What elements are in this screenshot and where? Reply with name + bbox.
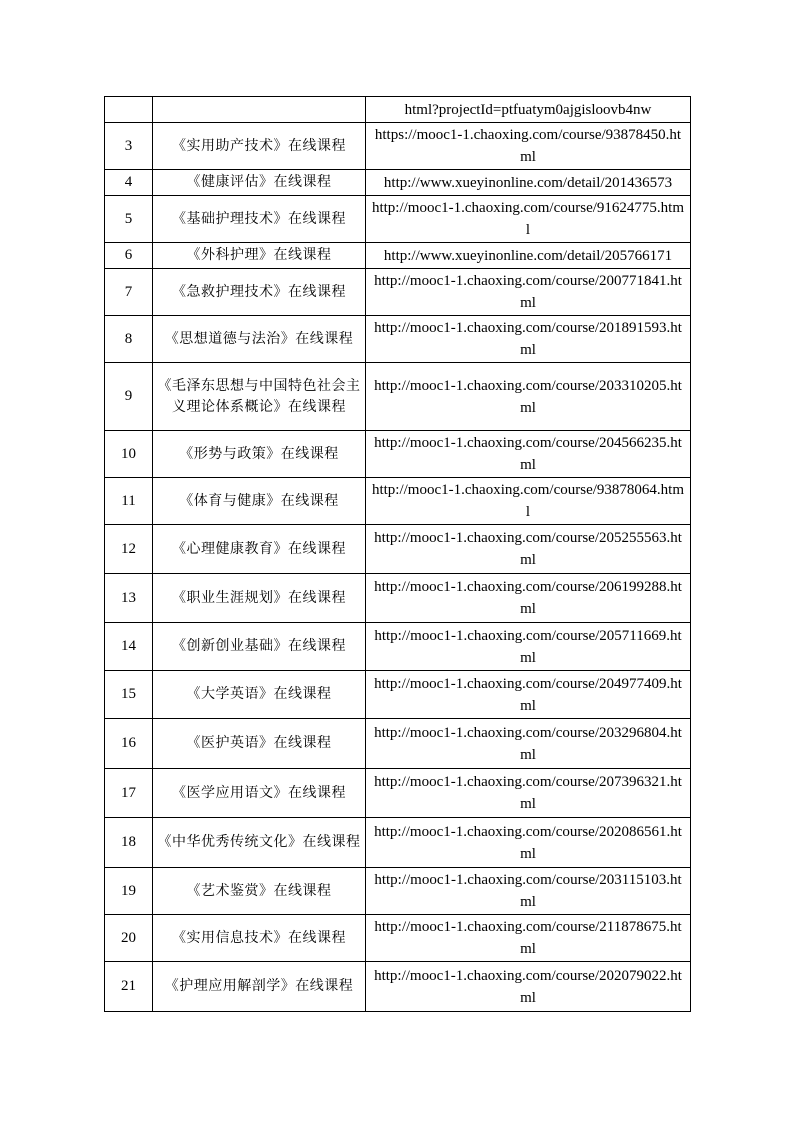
row-number: 6 bbox=[105, 243, 153, 269]
table-row bbox=[105, 123, 691, 170]
course-name bbox=[153, 97, 366, 123]
course-name: 《毛泽东思想与中国特色社会主义理论体系概论》在线课程 bbox=[153, 363, 366, 431]
course-name: 《健康评估》在线课程 bbox=[153, 170, 366, 196]
table-row bbox=[105, 868, 691, 915]
course-name: 《实用助产技术》在线课程 bbox=[153, 123, 366, 170]
table-row bbox=[105, 478, 691, 525]
table-row bbox=[105, 671, 691, 719]
course-name: 《创新创业基础》在线课程 bbox=[153, 623, 366, 671]
row-number: 14 bbox=[105, 623, 153, 671]
row-number: 18 bbox=[105, 818, 153, 868]
table-row bbox=[105, 363, 691, 431]
course-name: 《护理应用解剖学》在线课程 bbox=[153, 962, 366, 1012]
course-link[interactable]: http://mooc1-1.chaoxing.com/course/200771841.html bbox=[366, 269, 691, 316]
table-row bbox=[105, 431, 691, 478]
row-number: 8 bbox=[105, 316, 153, 363]
table-row bbox=[105, 269, 691, 316]
table-row bbox=[105, 818, 691, 868]
course-link[interactable]: https://mooc1-1.chaoxing.com/course/93878450.html bbox=[366, 123, 691, 170]
row-number: 13 bbox=[105, 574, 153, 623]
course-link[interactable]: http://mooc1-1.chaoxing.com/course/204566235.html bbox=[366, 431, 691, 478]
course-link[interactable]: http://mooc1-1.chaoxing.com/course/206199288.html bbox=[366, 574, 691, 623]
row-number: 7 bbox=[105, 269, 153, 316]
course-link[interactable]: http://mooc1-1.chaoxing.com/course/201891593.html bbox=[366, 316, 691, 363]
course-link[interactable]: html?projectId=ptfuatym0ajgisloovb4nw bbox=[366, 97, 691, 123]
course-link[interactable]: http://mooc1-1.chaoxing.com/course/202086561.html bbox=[366, 818, 691, 868]
course-table-body bbox=[105, 97, 691, 1012]
course-table bbox=[104, 96, 691, 1012]
row-number: 20 bbox=[105, 915, 153, 962]
course-link[interactable]: http://mooc1-1.chaoxing.com/course/203115103.html bbox=[366, 868, 691, 915]
table-row bbox=[105, 525, 691, 574]
row-number: 16 bbox=[105, 719, 153, 769]
course-link[interactable]: http://mooc1-1.chaoxing.com/course/203310205.html bbox=[366, 363, 691, 431]
course-name: 《体育与健康》在线课程 bbox=[153, 478, 366, 525]
course-link[interactable]: http://mooc1-1.chaoxing.com/course/91624775.html bbox=[366, 196, 691, 243]
table-row bbox=[105, 97, 691, 123]
table-row bbox=[105, 170, 691, 196]
course-link[interactable]: http://mooc1-1.chaoxing.com/course/205711669.html bbox=[366, 623, 691, 671]
course-link[interactable]: http://mooc1-1.chaoxing.com/course/207396321.html bbox=[366, 769, 691, 818]
course-name: 《外科护理》在线课程 bbox=[153, 243, 366, 269]
row-number: 12 bbox=[105, 525, 153, 574]
course-name: 《基础护理技术》在线课程 bbox=[153, 196, 366, 243]
course-link[interactable]: http://mooc1-1.chaoxing.com/course/204977409.html bbox=[366, 671, 691, 719]
row-number: 11 bbox=[105, 478, 153, 525]
row-number: 15 bbox=[105, 671, 153, 719]
course-link[interactable]: http://mooc1-1.chaoxing.com/course/211878675.html bbox=[366, 915, 691, 962]
row-number: 9 bbox=[105, 363, 153, 431]
table-row bbox=[105, 623, 691, 671]
table-row bbox=[105, 196, 691, 243]
table-row bbox=[105, 574, 691, 623]
table-row bbox=[105, 962, 691, 1012]
row-number: 19 bbox=[105, 868, 153, 915]
course-link[interactable]: http://mooc1-1.chaoxing.com/course/202079022.html bbox=[366, 962, 691, 1012]
table-row bbox=[105, 915, 691, 962]
row-number: 10 bbox=[105, 431, 153, 478]
course-name: 《形势与政策》在线课程 bbox=[153, 431, 366, 478]
course-name: 《中华优秀传统文化》在线课程 bbox=[153, 818, 366, 868]
row-number bbox=[105, 97, 153, 123]
course-link[interactable]: http://www.xueyinonline.com/detail/201436573 bbox=[366, 170, 691, 196]
course-name: 《艺术鉴赏》在线课程 bbox=[153, 868, 366, 915]
table-row bbox=[105, 769, 691, 818]
table-row bbox=[105, 243, 691, 269]
table-row bbox=[105, 719, 691, 769]
course-name: 《医学应用语文》在线课程 bbox=[153, 769, 366, 818]
row-number: 3 bbox=[105, 123, 153, 170]
course-name: 《心理健康教育》在线课程 bbox=[153, 525, 366, 574]
course-link[interactable]: http://www.xueyinonline.com/detail/205766171 bbox=[366, 243, 691, 269]
course-name: 《职业生涯规划》在线课程 bbox=[153, 574, 366, 623]
row-number: 17 bbox=[105, 769, 153, 818]
course-name: 《思想道德与法治》在线课程 bbox=[153, 316, 366, 363]
table-row bbox=[105, 316, 691, 363]
course-link[interactable]: http://mooc1-1.chaoxing.com/course/93878064.html bbox=[366, 478, 691, 525]
row-number: 5 bbox=[105, 196, 153, 243]
course-name: 《大学英语》在线课程 bbox=[153, 671, 366, 719]
course-name: 《急救护理技术》在线课程 bbox=[153, 269, 366, 316]
course-name: 《医护英语》在线课程 bbox=[153, 719, 366, 769]
course-link[interactable]: http://mooc1-1.chaoxing.com/course/205255563.html bbox=[366, 525, 691, 574]
course-link[interactable]: http://mooc1-1.chaoxing.com/course/203296804.html bbox=[366, 719, 691, 769]
course-name: 《实用信息技术》在线课程 bbox=[153, 915, 366, 962]
row-number: 4 bbox=[105, 170, 153, 196]
row-number: 21 bbox=[105, 962, 153, 1012]
